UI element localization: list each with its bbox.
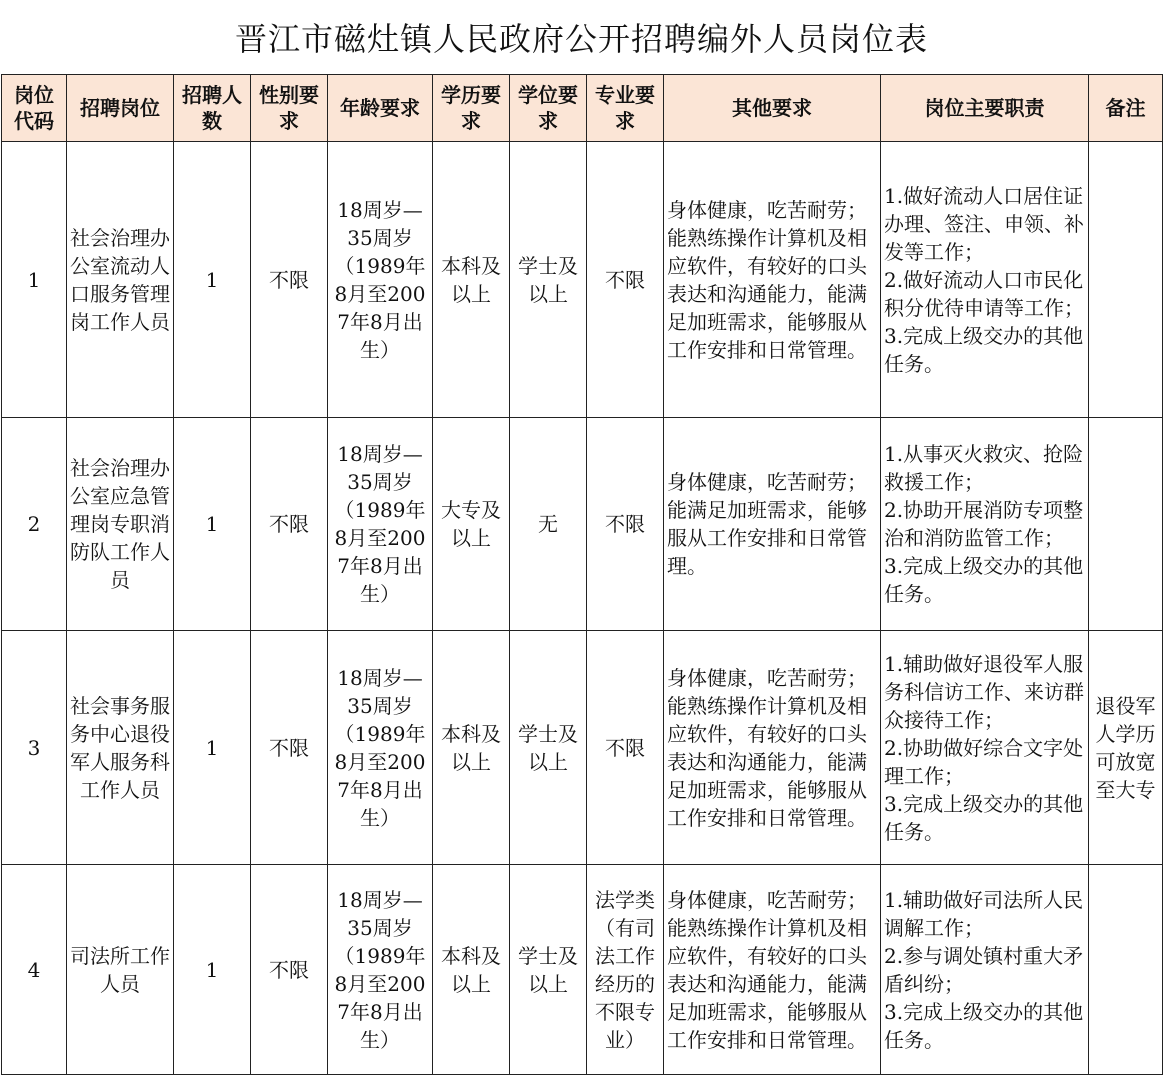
cell-age: 18周岁—35周岁（1989年8月至2007年8月出生）	[328, 142, 433, 418]
cell-education: 本科及以上	[433, 142, 510, 418]
cell-age: 18周岁—35周岁（1989年8月至2007年8月出生）	[328, 865, 433, 1075]
cell-code: 1	[2, 142, 67, 418]
cell-gender: 不限	[251, 142, 328, 418]
header-code: 岗位代码	[2, 75, 67, 142]
cell-degree: 学士及以上	[510, 631, 587, 865]
cell-degree: 无	[510, 418, 587, 631]
header-count: 招聘人数	[174, 75, 251, 142]
header-education: 学历要求	[433, 75, 510, 142]
cell-position: 社会事务服务中心退役军人服务科工作人员	[67, 631, 174, 865]
cell-count: 1	[174, 631, 251, 865]
table-row	[2, 418, 1163, 631]
cell-other: 身体健康，吃苦耐劳；能熟练操作计算机及相应软件，有较好的口头表达和沟通能力，能满足加班需求，能够服从工作安排和日常管理。	[664, 865, 881, 1075]
cell-count: 1	[174, 865, 251, 1075]
table-row	[2, 631, 1163, 865]
cell-count: 1	[174, 142, 251, 418]
cell-gender: 不限	[251, 865, 328, 1075]
cell-major: 不限	[587, 418, 664, 631]
cell-notes	[1089, 142, 1163, 418]
cell-position: 社会治理办公室应急管理岗专职消防队工作人员	[67, 418, 174, 631]
table-row	[2, 865, 1163, 1075]
header-notes: 备注	[1089, 75, 1163, 142]
header-major: 专业要求	[587, 75, 664, 142]
cell-code: 3	[2, 631, 67, 865]
cell-gender: 不限	[251, 631, 328, 865]
header-gender: 性别要求	[251, 75, 328, 142]
cell-notes	[1089, 418, 1163, 631]
table-row	[2, 142, 1163, 418]
cell-education: 本科及以上	[433, 631, 510, 865]
cell-degree: 学士及以上	[510, 142, 587, 418]
header-degree: 学位要求	[510, 75, 587, 142]
cell-gender: 不限	[251, 418, 328, 631]
cell-age: 18周岁—35周岁（1989年8月至2007年8月出生）	[328, 631, 433, 865]
cell-other: 身体健康，吃苦耐劳；能熟练操作计算机及相应软件，有较好的口头表达和沟通能力，能满足加班需求，能够服从工作安排和日常管理。	[664, 142, 881, 418]
cell-major: 不限	[587, 631, 664, 865]
cell-age: 18周岁—35周岁（1989年8月至2007年8月出生）	[328, 418, 433, 631]
cell-duties: 1.做好流动人口居住证办理、签注、申领、补发等工作； 2.做好流动人口市民化积分优待申请等工作； 3.完成上级交办的其他任务。	[881, 142, 1089, 418]
header-position: 招聘岗位	[67, 75, 174, 142]
cell-other: 身体健康，吃苦耐劳；能熟练操作计算机及相应软件，有较好的口头表达和沟通能力，能满足加班需求，能够服从工作安排和日常管理。	[664, 631, 881, 865]
cell-count: 1	[174, 418, 251, 631]
cell-major: 不限	[587, 142, 664, 418]
cell-other: 身体健康，吃苦耐劳；能满足加班需求，能够服从工作安排和日常管理。	[664, 418, 881, 631]
cell-degree: 学士及以上	[510, 865, 587, 1075]
header-age: 年龄要求	[328, 75, 433, 142]
cell-education: 大专及以上	[433, 418, 510, 631]
positions-table	[1, 74, 1163, 1075]
cell-position: 社会治理办公室流动人口服务管理岗工作人员	[67, 142, 174, 418]
cell-notes	[1089, 865, 1163, 1075]
cell-major: 法学类（有司法工作经历的不限专业）	[587, 865, 664, 1075]
cell-notes: 退役军人学历可放宽至大专	[1089, 631, 1163, 865]
cell-duties: 1.从事灭火救灾、抢险救援工作； 2.协助开展消防专项整治和消防监管工作； 3.完成上级交办的其他任务。	[881, 418, 1089, 631]
cell-code: 4	[2, 865, 67, 1075]
cell-position: 司法所工作人员	[67, 865, 174, 1075]
cell-duties: 1.辅助做好退役军人服务科信访工作、来访群众接待工作； 2.协助做好综合文字处理工作； 3.完成上级交办的其他任务。	[881, 631, 1089, 865]
header-other: 其他要求	[664, 75, 881, 142]
cell-education: 本科及以上	[433, 865, 510, 1075]
cell-duties: 1.辅助做好司法所人民调解工作； 2.参与调处镇村重大矛盾纠纷； 3.完成上级交办的其他任务。	[881, 865, 1089, 1075]
page-title: 晋江市磁灶镇人民政府公开招聘编外人员岗位表	[234, 20, 928, 58]
header-duties: 岗位主要职责	[881, 75, 1089, 142]
header-row	[2, 75, 1163, 142]
cell-code: 2	[2, 418, 67, 631]
